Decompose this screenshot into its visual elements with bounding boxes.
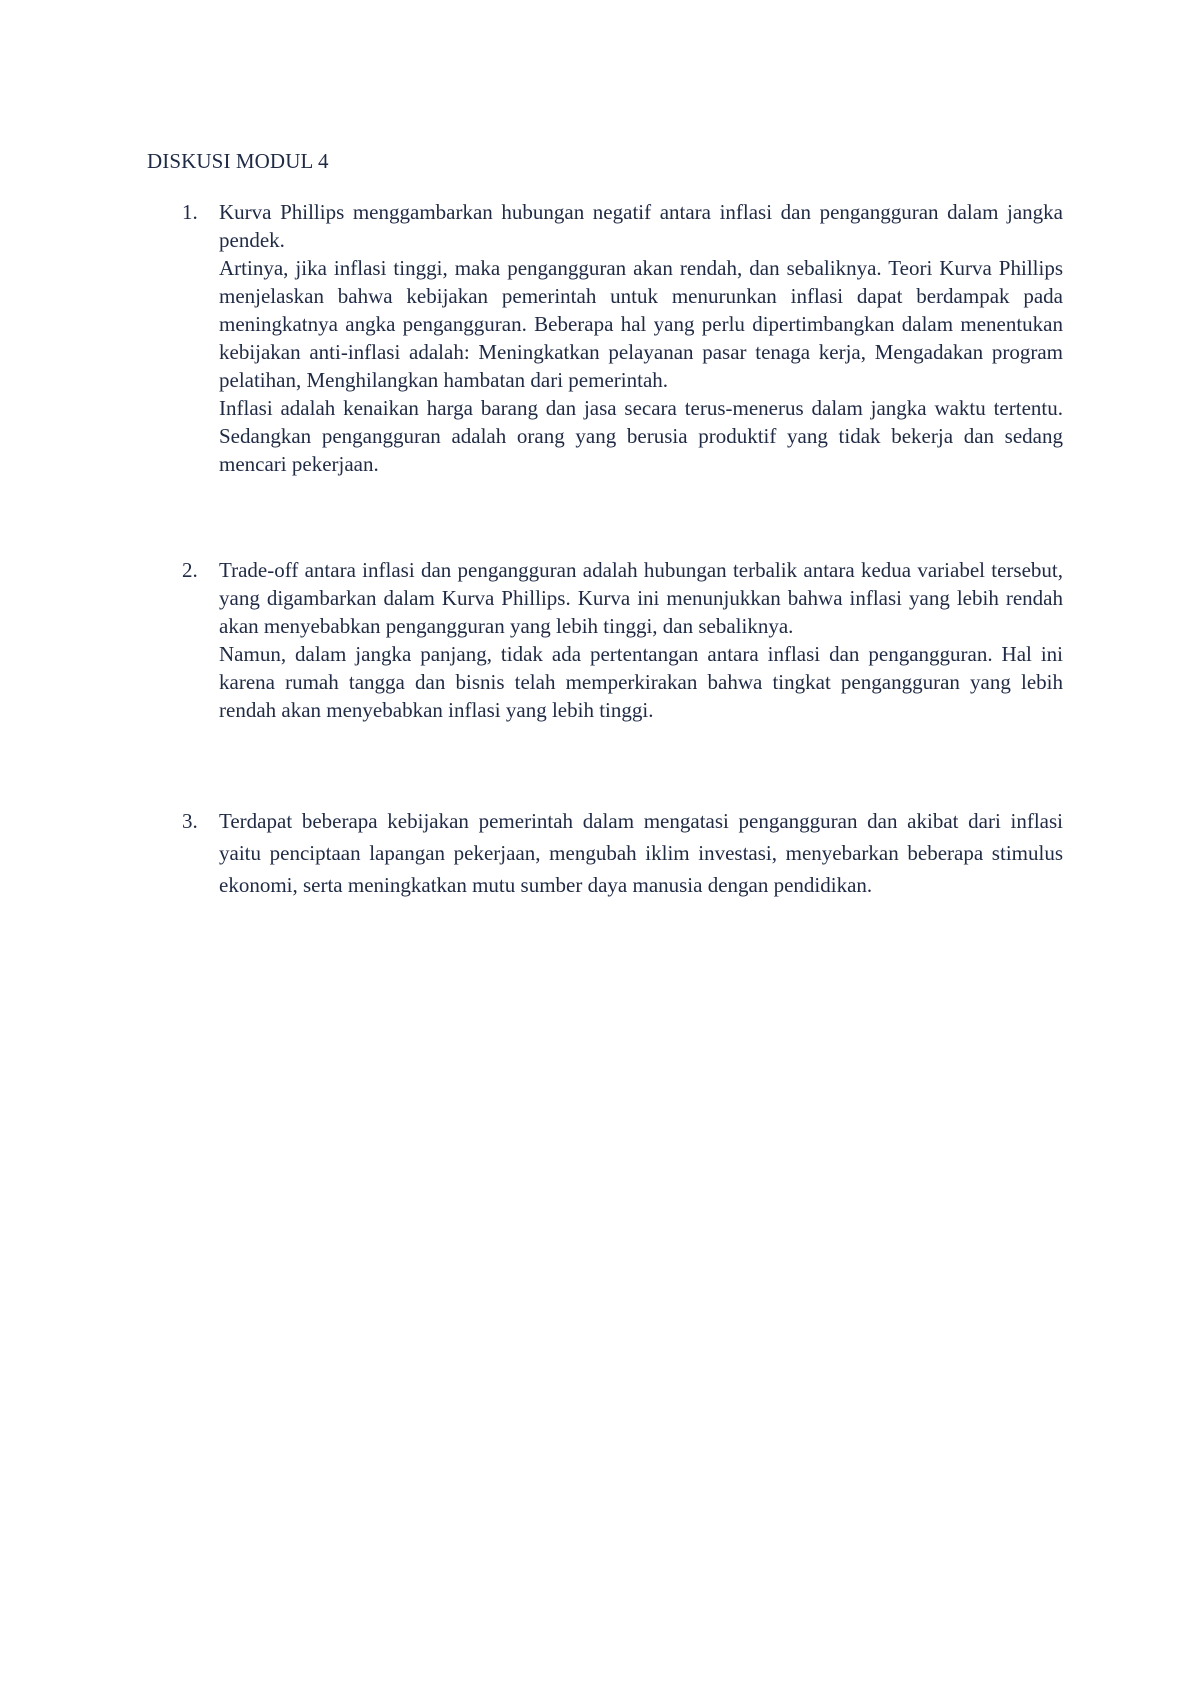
list-item-body bbox=[219, 805, 1063, 901]
list-number: 1. bbox=[182, 200, 198, 224]
page-title: DISKUSI MODUL 4 bbox=[147, 149, 329, 173]
paragraph: Kurva Phillips menggambarkan hubungan negatif antara inflasi dan pengangguran dalam jangka pendek. bbox=[219, 200, 1063, 252]
paragraph: Namun, dalam jangka panjang, tidak ada pertentangan antara inflasi dan pengangguran. Hal ini karena rumah tangga dan bisnis telah memperkirakan bahwa tingkat pengangguran yang lebih rendah akan menyebabkan inflasi yang lebih tinggi. bbox=[219, 642, 1063, 722]
paragraph: Trade-off antara inflasi dan pengangguran adalah hubungan terbalik antara kedua variabel tersebut, yang digambarkan dalam Kurva Phillips. Kurva ini menunjukkan bahwa inflasi yang lebih rendah akan menyebabkan pengangguran yang lebih tinggi, dan sebaliknya. bbox=[219, 558, 1063, 638]
paragraph: Artinya, jika inflasi tinggi, maka pengangguran akan rendah, dan sebaliknya. Teori Kurva Phillips menjelaskan bahwa kebijakan pemerintah untuk menurunkan inflasi dapat berdampak pada meningkatnya angka pengangguran. Beberapa hal yang perlu dipertimbangkan dalam menentukan kebijakan anti-inflasi adalah: Meningkatkan pelayanan pasar tenaga kerja, Mengadakan program pelatihan, Menghilangkan hambatan dari pemerintah. bbox=[219, 256, 1063, 392]
paragraph: Terdapat beberapa kebijakan pemerintah dalam mengatasi pengangguran dan akibat dari inflasi yaitu penciptaan lapangan pekerjaan, mengubah iklim investasi, menyebarkan beberapa stimulus ekonomi, serta meningkatkan mutu sumber daya manusia dengan pendidikan. bbox=[219, 809, 1063, 897]
paragraph: Inflasi adalah kenaikan harga barang dan jasa secara terus-menerus dalam jangka waktu tertentu. Sedangkan pengangguran adalah orang yang berusia produktif yang tidak bekerja dan sedang mencari pekerjaan. bbox=[219, 396, 1063, 476]
list-number: 3. bbox=[182, 809, 198, 833]
list-item-body bbox=[219, 198, 1063, 478]
list-number: 2. bbox=[182, 558, 198, 582]
list-item-body bbox=[219, 556, 1063, 724]
